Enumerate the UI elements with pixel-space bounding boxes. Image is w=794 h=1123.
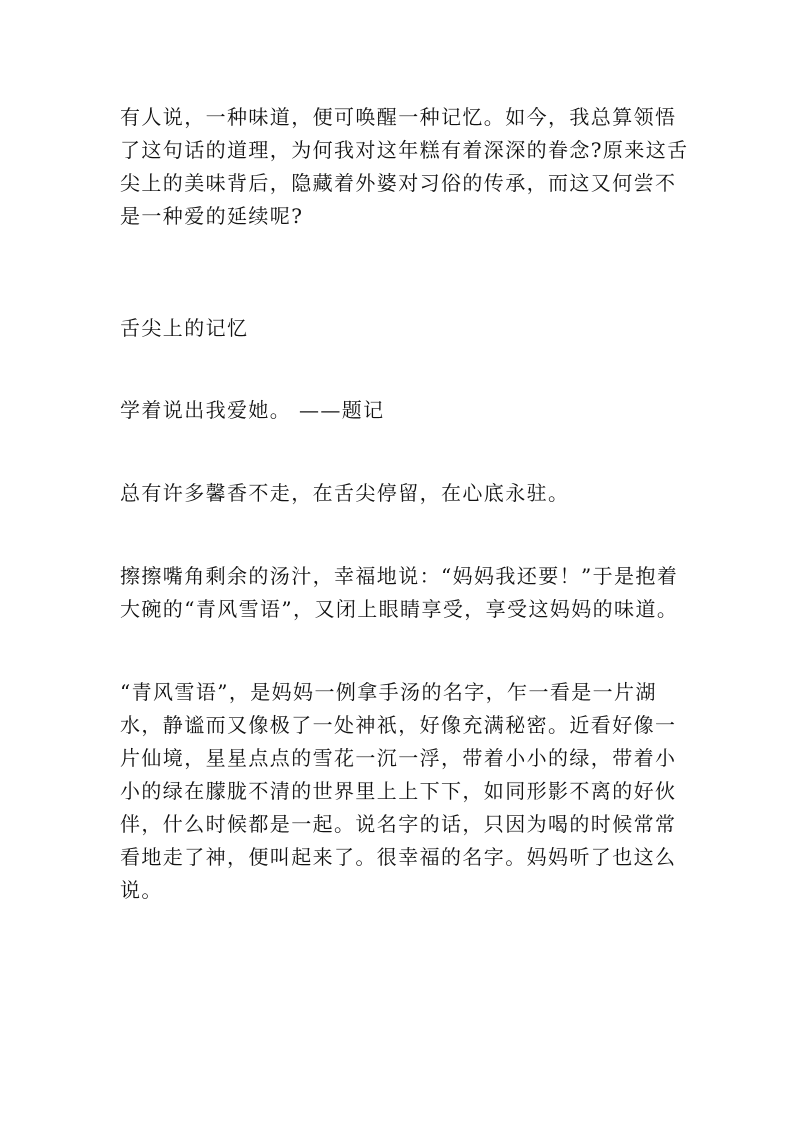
intro-paragraph: 有人说，一种味道，便可唤醒一种记忆。如今，我总算领悟了这句话的道理，为何我对这年糕有着深深的眷念?原来这舌尖上的美味背后，隐藏着外婆对习俗的传承，而这又何尝不是一种爱的延续呢? <box>120 105 689 228</box>
epigraph: 学着说出我爱她。 ——题记 <box>120 398 385 422</box>
body-paragraph: “青风雪语”，是妈妈一例拿手汤的名字，乍一看是一片湖水，静谧而又像极了一处神祇，好像充满秘密。近看好像一片仙境，星星点点的雪花一沉一浮，带着小小的绿，带着小小的绿在朦胧不清的世界里上上下下，如同形影不离的好伙伴，什么时候都是一起。说名字的话，只因为喝的时候常常看地走了神，便叫起来了。很幸福的名字。妈妈听了也这么说。 <box>120 680 677 902</box>
body-paragraph: 擦擦嘴角剩余的汤汁，幸福地说：“妈妈我还要！”于是抱着大碗的“青风雪语”，又闭上眼睛享受，享受这妈妈的味道。 <box>120 564 679 621</box>
essay-title: 舌尖上的记忆 <box>120 316 249 340</box>
body-paragraph: 总有许多馨香不走，在舌尖停留，在心底永驻。 <box>120 481 570 505</box>
